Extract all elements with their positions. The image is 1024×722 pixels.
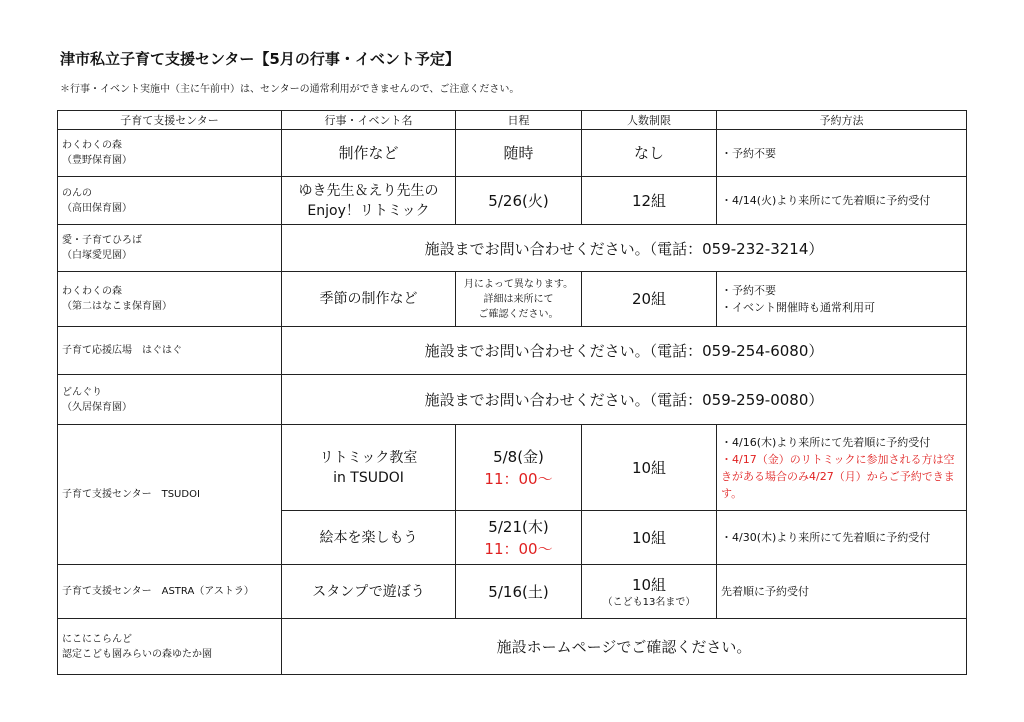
center-name: わくわくの森 (62, 140, 122, 151)
table-row (58, 565, 967, 619)
method-cell (717, 425, 967, 511)
table-row (58, 272, 967, 327)
center-name: 愛・子育てひろば (62, 235, 142, 246)
event-cell (282, 425, 456, 511)
center-subname: （白塚愛児園） (62, 250, 132, 261)
center-name-cell (58, 272, 282, 327)
table-row (58, 619, 967, 675)
page-title: 津市私立子育て支援センター【5月の行事・イベント予定】 (60, 50, 460, 68)
date-note-line: ご確認ください。 (478, 308, 559, 320)
event-date: 5/21(木) (488, 517, 549, 536)
center-subname: （高田保育園） (62, 202, 132, 214)
date-cell: 5/16(土) (456, 565, 582, 619)
capacity-cell: なし (582, 130, 717, 177)
table-row (58, 130, 967, 177)
event-cell: 制作など (282, 130, 456, 177)
event-time: 11：00～ (484, 539, 553, 558)
method-cell: 先着順に予約受付 (717, 565, 967, 619)
event-line: in TSUDOI (333, 469, 404, 486)
capacity-value: 10組 (631, 575, 667, 594)
date-cell: 随時 (456, 130, 582, 177)
method-line: ・イベント開催時も通常利用可 (721, 301, 875, 314)
center-subname: （久居保育園） (62, 401, 132, 413)
schedule-table (57, 110, 967, 675)
capacity-cell: 10組 (582, 511, 717, 565)
date-cell (456, 511, 582, 565)
center-name-cell (58, 225, 282, 272)
method-cell: ・4/30(木)より来所にて先着順に予約受付 (717, 511, 967, 565)
event-cell: 絵本を楽しもう (282, 511, 456, 565)
event-line: Enjoy！リトミック (307, 202, 430, 219)
method-cell: ・予約不要 (717, 130, 967, 177)
contact-message-cell: 施設までお問い合わせください。（電話：059-254-6080） (282, 327, 967, 375)
event-cell: 季節の制作など (282, 272, 456, 327)
contact-message-cell: 施設までお問い合わせください。（電話：059-232-3214） (282, 225, 967, 272)
center-name: 子育て応援広場 はぐはぐ (62, 345, 182, 356)
contact-message-cell: 施設ホームページでご確認ください。 (282, 619, 967, 675)
notice-text: ＊行事・イベント実施中（主に午前中）は、センターの通常利用ができませんので、ご注意ください。 (60, 84, 520, 95)
event-cell (282, 177, 456, 225)
header-event: 行事・イベント名 (282, 111, 456, 130)
event-time: 11：00～ (484, 469, 553, 488)
table-row (58, 375, 967, 425)
date-note-line: 詳細は来所にて (483, 293, 554, 305)
event-date: 5/8(金) (493, 447, 544, 466)
table-row (58, 177, 967, 225)
table-row (58, 225, 967, 272)
center-subname: （豊野保育園） (62, 155, 132, 166)
capacity-cell: 10組 (582, 425, 717, 511)
event-line: リトミック教室 (319, 449, 418, 466)
center-name-cell (58, 130, 282, 177)
center-name-cell (58, 327, 282, 375)
center-name-cell (58, 375, 282, 425)
header-method: 予約方法 (717, 111, 967, 130)
table-header-row (58, 111, 967, 130)
center-name: 子育て支援センター TSUDOI (62, 489, 200, 500)
center-name-cell (58, 425, 282, 565)
center-name-cell (58, 619, 282, 675)
method-cell: ・4/14(火)より来所にて先着順に予約受付 (717, 177, 967, 225)
contact-message-cell: 施設までお問い合わせください。（電話：059-259-0080） (282, 375, 967, 425)
center-subname: 認定こども園みらいの森ゆたか園 (62, 648, 212, 660)
center-name: にこにこらんど (62, 633, 132, 645)
method-warning: ・4/17（金）のリトミックに参加される方は空きがある場合のみ4/27（月）からご予約できます。 (721, 452, 955, 500)
capacity-cell: 20組 (582, 272, 717, 327)
capacity-note: （こども13名まで） (602, 596, 696, 608)
method-cell (717, 272, 967, 327)
header-capacity: 人数制限 (582, 111, 717, 130)
event-line: ゆき先生＆えり先生の (298, 182, 439, 199)
date-cell (456, 272, 582, 327)
center-name: 子育て支援センター ASTRA（アストラ） (62, 586, 254, 597)
center-name: どんぐり (62, 386, 102, 398)
capacity-cell (582, 565, 717, 619)
center-subname: （第二はなこま保育園） (62, 301, 172, 312)
method-line: ・予約不要 (721, 284, 776, 297)
date-cell: 5/26(火) (456, 177, 582, 225)
table-row (58, 425, 967, 511)
center-name: わくわくの森 (62, 286, 122, 297)
header-date: 日程 (456, 111, 582, 130)
header-center: 子育て支援センター (58, 111, 282, 130)
method-line: ・4/16(木)より来所にて先着順に予約受付 (721, 435, 931, 449)
center-name: のんの (62, 187, 92, 199)
center-name-cell (58, 565, 282, 619)
capacity-cell: 12組 (582, 177, 717, 225)
event-cell: スタンプで遊ぼう (282, 565, 456, 619)
date-note-line: 月によって異なります。 (463, 278, 574, 290)
center-name-cell (58, 177, 282, 225)
date-cell (456, 425, 582, 511)
table-row (58, 327, 967, 375)
